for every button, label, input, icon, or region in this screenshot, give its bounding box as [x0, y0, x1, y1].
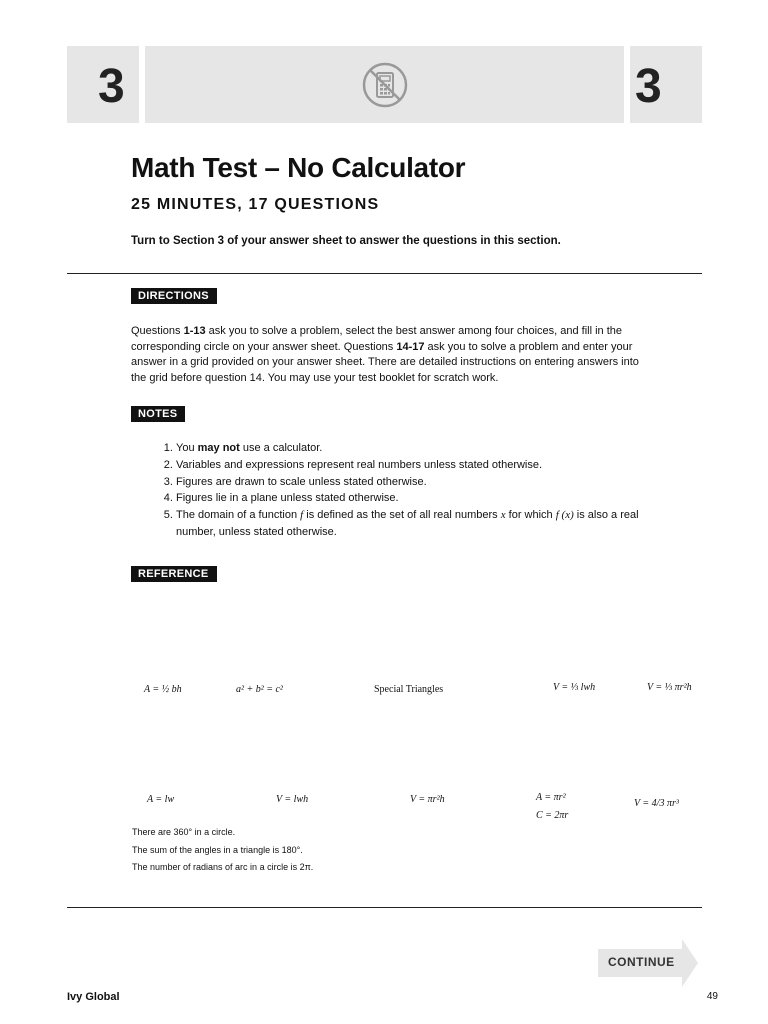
note-1: 1. You may not use a calculator. [176, 440, 666, 457]
section-number-right: 3 [635, 60, 662, 113]
formula-sphere-volume: V = 4/3 πr³ [634, 798, 679, 809]
notes-list [131, 440, 666, 541]
formula-rectangle-area: A = lw [147, 794, 175, 805]
turn-instruction: Turn to Section 3 of your answer sheet to answer the questions in this section. [131, 235, 561, 247]
fact-triangle-angles: The sum of the angles in a triangle is 180°. [132, 845, 303, 855]
page-title: Math Test – No Calculator [131, 152, 466, 183]
note-2: 2. Variables and expressions represent real numbers unless stated otherwise. [176, 457, 666, 474]
directions-tag: DIRECTIONS [131, 288, 217, 304]
note-3: 3. Figures are drawn to scale unless stated otherwise. [176, 474, 666, 491]
special-triangles-caption: Special Triangles [374, 684, 444, 695]
no-calculator-icon [361, 61, 409, 109]
notes-tag: NOTES [131, 406, 185, 422]
formula-pyramid-volume: V = ⅓ lwh [553, 682, 596, 693]
formula-cone-volume: V = ⅓ πr²h [647, 682, 692, 693]
divider-top [67, 273, 702, 274]
formula-pythagorean: a² + b² = c² [236, 684, 283, 695]
formula-circle-area: A = πr² [536, 792, 566, 803]
page-number: 49 [706, 991, 718, 1002]
fact-degrees-circle: There are 360° in a circle. [132, 827, 236, 837]
page-subtitle: 25 MINUTES, 17 QUESTIONS [131, 196, 380, 213]
formula-triangle-area: A = ½ bh [144, 684, 182, 695]
directions-text: Questions 1-13 ask you to solve a problem, select the best answer among four choices, and fill in the corresponding circle on your answer sheet. Questions 14-17 ask you to solve a problem and enter your answer in a grid provided on your answer sheet. There are detailed instructions on entering answers into the grid before question 14. You may use your test booklet for scratch work. [131, 325, 639, 384]
formula-box-volume: V = lwh [276, 794, 309, 805]
note-4: 4. Figures lie in a plane unless stated otherwise. [176, 490, 666, 507]
fact-radians-circle: The number of radians of arc in a circle is 2π. [132, 862, 314, 872]
divider-bottom [67, 907, 702, 908]
continue-label: CONTINUE [608, 955, 675, 969]
reference-tag: REFERENCE [131, 566, 217, 582]
formula-circumference: C = 2πr [536, 810, 569, 821]
note-5: 5. The domain of a function f is defined as the set of all real numbers x for which f (x) is also a real number, unless stated otherwise. [176, 507, 666, 541]
section-number-left: 3 [98, 60, 125, 113]
footer-brand: Ivy Global [67, 991, 120, 1003]
formula-cylinder-volume: V = πr²h [410, 794, 445, 805]
